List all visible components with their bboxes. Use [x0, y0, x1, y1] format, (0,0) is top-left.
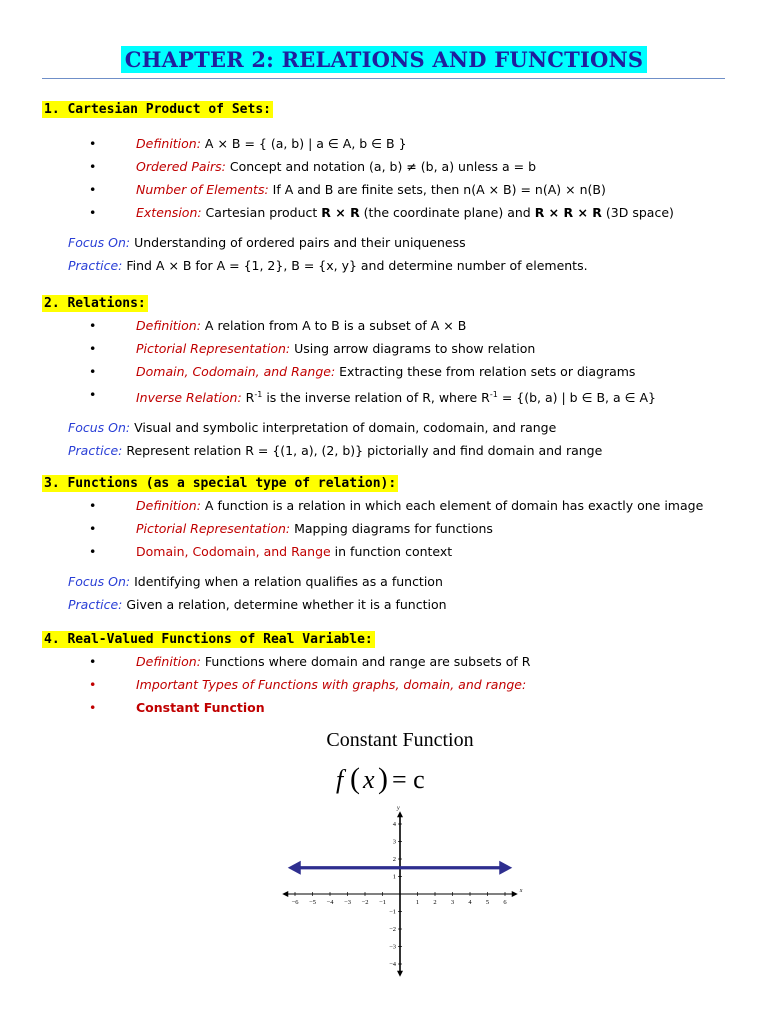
y-tick-label: −4: [389, 961, 396, 968]
x-axis-arrow-left: [282, 891, 288, 897]
section-heading: 3. Functions (as a special type of relation):: [44, 476, 397, 491]
title-underline: [42, 78, 725, 79]
x-tick-label: −3: [344, 899, 351, 906]
bullet-icon: •: [89, 654, 97, 669]
y-tick-label: 4: [392, 821, 396, 828]
item-label: Important Types of Functions with graphs, domain, and range:: [136, 677, 527, 692]
item-label: Definition:: [136, 654, 201, 669]
item-text: (the coordinate plane) and: [359, 205, 535, 220]
item-text: R: [241, 390, 255, 406]
bullet-icon: •: [89, 341, 97, 356]
list-item: [42, 155, 742, 178]
focus-label: Focus On:: [68, 420, 131, 436]
list-item: [42, 673, 742, 696]
practice-text: Represent relation R = {(1, a), (2, b)} pictorially and find domain and range: [122, 443, 603, 459]
bullet-icon: •: [89, 364, 97, 379]
list-item: [42, 696, 742, 719]
list-item: [42, 517, 742, 540]
section-heading: 4. Real-Valued Functions of Real Variable:: [44, 632, 373, 647]
y-axis-arrow-bottom: [397, 971, 403, 977]
practice-note: [42, 439, 742, 462]
formula-paren-right: ): [378, 762, 388, 795]
item-label: Number of Elements:: [136, 182, 269, 197]
item-text: is the inverse relation of R, where R: [262, 390, 490, 406]
section-cartesian-product: [42, 98, 742, 277]
x-tick-label: −1: [379, 899, 386, 906]
bullet-icon: •: [89, 136, 97, 151]
formula-rhs: = c: [392, 765, 425, 794]
bullet-icon: •: [89, 159, 97, 174]
list-item: [42, 201, 742, 224]
item-text: Functions where domain and range are subsets of R: [200, 654, 531, 669]
graph-svg: [270, 722, 530, 1022]
section-heading: 2. Relations:: [44, 296, 146, 311]
x-tick-label: 3: [450, 899, 455, 906]
practice-label: Practice:: [68, 443, 123, 459]
list-item: [42, 383, 742, 409]
focus-text: Identifying when a relation qualifies as a function: [130, 574, 443, 589]
bullet-icon: •: [89, 387, 97, 402]
x-tick-label: 1: [415, 899, 420, 906]
item-text: Concept and notation (a, b) ≠ (b, a) unless a = b: [225, 159, 537, 174]
graph-title: Constant Function: [326, 729, 474, 751]
item-bold: R × R × R: [534, 205, 602, 220]
item-text: Mapping diagrams for functions: [290, 521, 493, 536]
item-label: Inverse Relation:: [136, 390, 242, 406]
y-tick-label: 1: [392, 873, 396, 881]
y-tick-label: −1: [389, 908, 396, 916]
bullet-list: [42, 494, 742, 563]
x-tick-label: 4: [468, 899, 472, 906]
item-label: Ordered Pairs:: [136, 159, 226, 174]
list-item: [42, 132, 742, 155]
item-text: A relation from A to B is a subset of A × B: [200, 318, 467, 333]
item-text: Using arrow diagrams to show relation: [290, 341, 536, 356]
y-tick-label: 3: [392, 838, 396, 846]
practice-text: Find A × B for A = {1, 2}, B = {x, y} and determine number of elements.: [122, 258, 588, 273]
item-label: Pictorial Representation:: [136, 341, 291, 356]
item-text: (3D space): [601, 205, 674, 220]
x-axis-arrow-right: [512, 891, 518, 897]
item-label: Pictorial Representation:: [136, 521, 291, 536]
item-text: A × B = { (a, b) | a ∈ A, b ∈ B }: [200, 136, 407, 151]
superscript: -1: [254, 390, 263, 399]
y-axis-letter: y: [397, 805, 400, 812]
list-item: [42, 314, 742, 337]
y-axis-arrow-top: [397, 811, 403, 817]
section-real-valued-functions: [42, 628, 742, 719]
item-label: Definition:: [136, 318, 201, 333]
item-label: Domain, Codomain, and Range:: [136, 364, 336, 379]
practice-note: [42, 254, 742, 277]
bullet-icon: •: [89, 544, 97, 559]
x-tick-label: −5: [309, 899, 316, 906]
list-item: [42, 360, 742, 383]
focus-label: Focus On:: [68, 574, 131, 589]
focus-text: Understanding of ordered pairs and their uniqueness: [130, 235, 466, 250]
list-item: [42, 540, 742, 563]
practice-label: Practice:: [68, 597, 123, 612]
section-functions: [42, 472, 742, 616]
focus-text: Visual and symbolic interpretation of domain, codomain, and range: [130, 420, 557, 436]
item-text: Cartesian product: [201, 205, 322, 220]
x-tick-label: 5: [485, 899, 490, 906]
focus-note: [42, 231, 742, 254]
item-text: If A and B are finite sets, then n(A × B) = n(A) × n(B): [268, 182, 606, 197]
bullet-list: [42, 314, 742, 409]
bullet-icon: •: [89, 205, 97, 220]
x-tick-label: −4: [326, 899, 334, 906]
bullet-list: [42, 132, 742, 224]
x-axis-letter: x: [519, 888, 523, 894]
bullet-icon: •: [89, 521, 97, 536]
formula-paren-left: (: [350, 762, 360, 795]
constant-function-graph: [270, 722, 530, 1022]
practice-text: Given a relation, determine whether it is a function: [122, 597, 447, 612]
title-wrapper: [0, 46, 768, 73]
formula: [336, 762, 425, 795]
section-relations: [42, 292, 742, 462]
y-tick-label: −2: [389, 926, 396, 933]
formula-x: x: [363, 765, 375, 794]
formula-f: f: [336, 765, 344, 794]
x-tick-label: 6: [503, 899, 507, 906]
superscript: -1: [489, 390, 498, 399]
x-tick-label: −2: [361, 899, 369, 906]
bullet-icon: •: [89, 677, 97, 692]
y-tick-label: 2: [392, 856, 396, 863]
series-arrow-left: [288, 861, 301, 875]
practice-note: [42, 593, 742, 616]
bullet-icon: •: [89, 318, 97, 333]
y-tick-label: −3: [389, 943, 396, 951]
x-tick-label: 2: [433, 899, 437, 906]
bullet-icon: •: [89, 498, 97, 513]
focus-label: Focus On:: [68, 235, 131, 250]
item-text: = {(b, a) | b ∈ B, a ∈ A}: [497, 390, 656, 406]
page-title: CHAPTER 2: RELATIONS AND FUNCTIONS: [121, 46, 648, 73]
list-item: [42, 494, 742, 517]
practice-label: Practice:: [68, 258, 123, 273]
list-item: [42, 178, 742, 201]
graph-axes: [282, 805, 523, 977]
item-label: Domain, Codomain, and Range: [136, 544, 331, 559]
bullet-icon: •: [89, 700, 97, 715]
section-heading: 1. Cartesian Product of Sets:: [44, 102, 271, 117]
bullet-list: [42, 650, 742, 719]
series-arrow-right: [499, 861, 512, 875]
focus-note: [42, 416, 742, 439]
list-item: [42, 650, 742, 673]
item-text: Extracting these from relation sets or diagrams: [335, 364, 636, 379]
list-item: [42, 337, 742, 360]
item-label: Definition:: [136, 136, 201, 151]
x-tick-label: −6: [291, 899, 299, 906]
item-text: in function context: [330, 544, 453, 559]
focus-note: [42, 570, 742, 593]
item-bold: R × R: [321, 205, 360, 220]
item-text: A function is a relation in which each element of domain has exactly one image: [200, 498, 704, 513]
item-label: Definition:: [136, 498, 201, 513]
bullet-icon: •: [89, 182, 97, 197]
item-label: Constant Function: [136, 700, 265, 715]
item-label: Extension:: [136, 205, 202, 220]
